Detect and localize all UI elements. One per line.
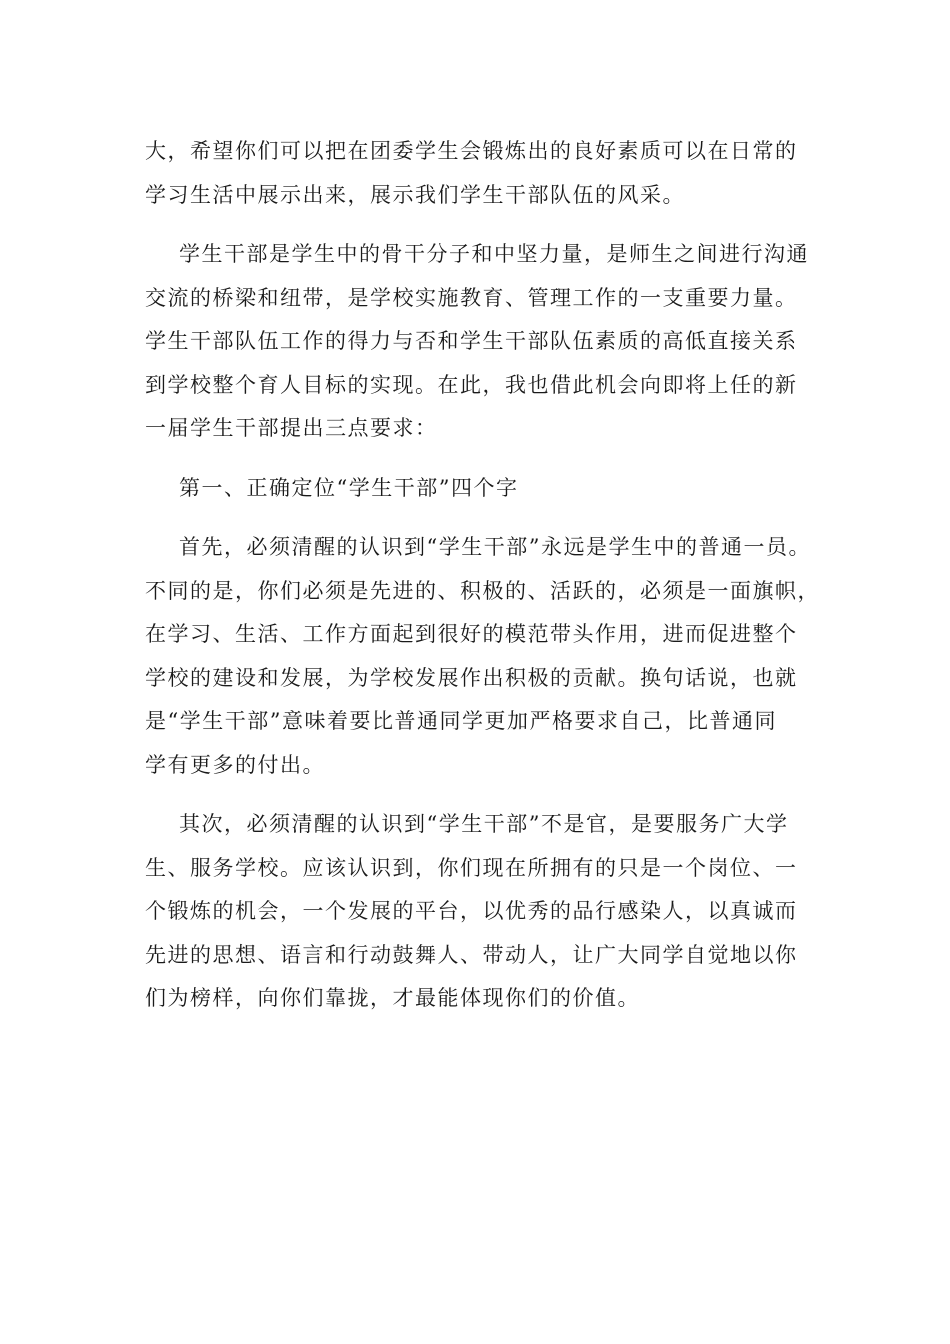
text-line: 第一、正确定位“学生干部”四个字 (179, 475, 519, 500)
paragraph-gap (145, 451, 825, 467)
text-line: 其次，必须清醒的认识到“学生干部”不是官，是要服务广大学 (179, 812, 789, 836)
paragraph-gap (145, 510, 825, 526)
text-line: 先进的思想、语言和行动鼓舞人、带动人，让广大同学自觉地以你 (145, 942, 798, 967)
text-line: 们为榜样，向你们靠拢，才最能体现你们的价值。 (145, 986, 640, 1010)
text-line: 学生干部是学生中的骨干分子和中坚力量，是师生之间进行沟通 (179, 242, 809, 266)
paragraph-gap (145, 787, 825, 803)
paragraph-student-cadre-role (145, 233, 825, 451)
text-line: 学习生活中展示出来，展示我们学生干部队伍的风采。 (145, 182, 685, 207)
text-line: 首先，必须清醒的认识到“学生干部”永远是学生中的普通一员。 (179, 535, 811, 559)
text-line: 学校的建设和发展，为学校发展作出积极的贡献。换句话说，也就 (145, 665, 798, 690)
text-line: 学生干部队伍工作的得力与否和学生干部队伍素质的高低直接关系 (145, 329, 798, 353)
text-line: 生、服务学校。应该认识到，你们现在所拥有的只是一个岗位、一 (145, 855, 798, 880)
text-line: 交流的桥梁和纽带，是学校实施教育、管理工作的一支重要力量。 (145, 285, 798, 310)
text-line: 是“学生干部”意味着要比普通同学更加严格要求自己，比普通同 (145, 709, 777, 733)
text-line: 学有更多的付出。 (145, 752, 325, 777)
document-body (145, 130, 825, 1021)
text-line: 到学校整个育人目标的实现。在此，我也借此机会向即将上任的新 (145, 372, 798, 397)
paragraph-first-point (145, 526, 825, 787)
text-line: 一届学生干部提出三点要求： (145, 416, 438, 440)
paragraph-gap (145, 217, 825, 233)
paragraph-second-point (145, 803, 825, 1021)
paragraph-continuation (145, 130, 825, 217)
text-line: 个锻炼的机会，一个发展的平台，以优秀的品行感染人，以真诚而 (145, 899, 798, 923)
section-heading-first (145, 467, 825, 511)
text-line: 不同的是，你们必须是先进的、积极的、活跃的，必须是一面旗帜， (145, 578, 820, 603)
text-line: 大，希望你们可以把在团委学生会锻炼出的良好素质可以在日常的 (145, 139, 798, 163)
text-line: 在学习、生活、工作方面起到很好的模范带头作用，进而促进整个 (145, 622, 798, 646)
